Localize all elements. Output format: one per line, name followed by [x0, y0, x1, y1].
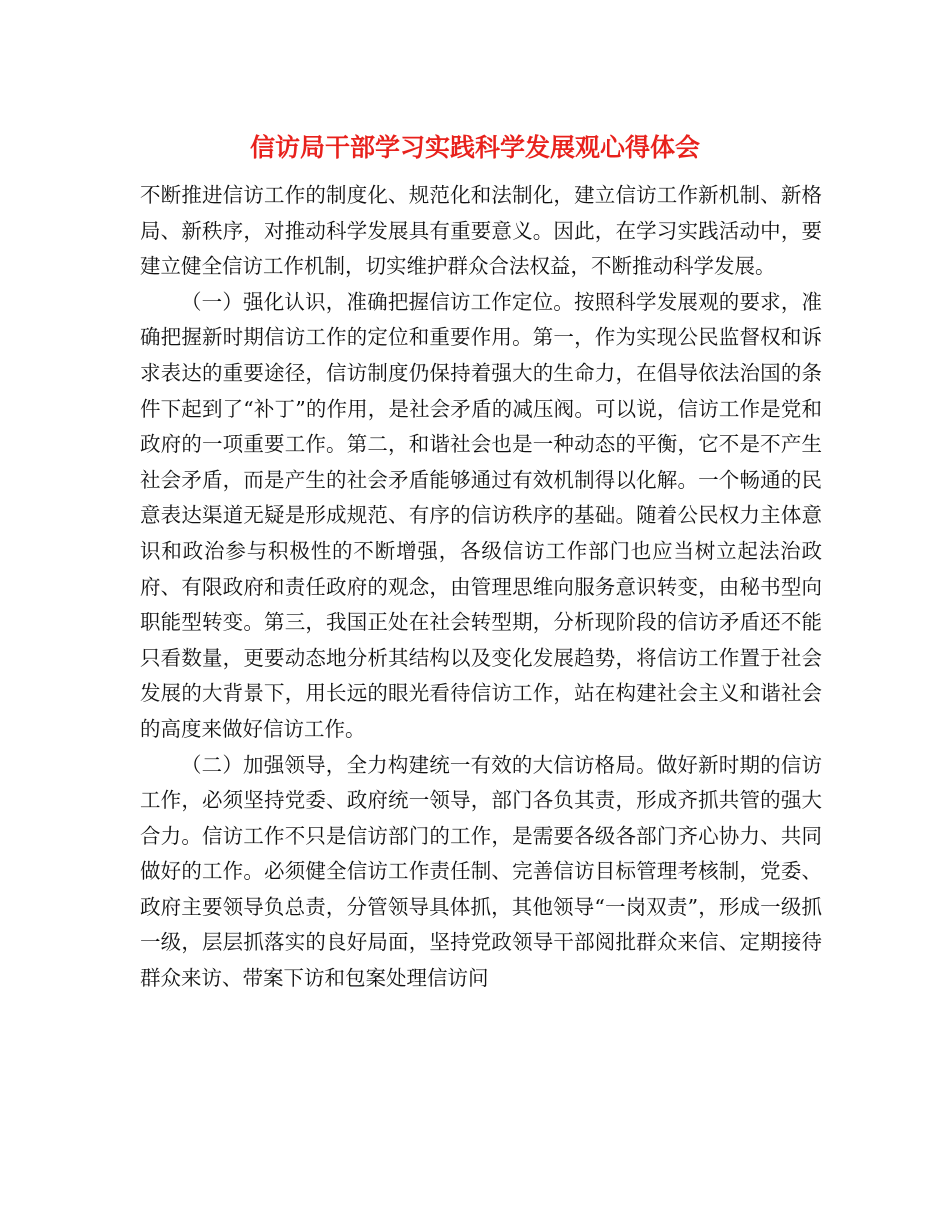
paragraph-intro: 不断推进信访工作的制度化、规范化和法制化，建立信访工作新机制、新格局、新秩序，对推动科学发展具有重要意义。因此，在学习实践活动中，要建立健全信访工作机制，切实维护群众合法权益，不断推动科学发展。 [140, 183, 822, 279]
document-title: 信访局干部学习实践科学发展观心得体会 [249, 133, 700, 162]
document-body [140, 178, 822, 997]
paragraph-section-2: （二）加强领导，全力构建统一有效的大信访格局。做好新时期的信访工作，必须坚持党委、政府统一领导，部门各负其责，形成齐抓共管的强大合力。信访工作不只是信访部门的工作，是需要各级各部门齐心协力、共同做好的工作。必须健全信访工作责任制、完善信访目标管理考核制，党委、政府主要领导负总责，分管领导具体抓，其他领导“一岗双责”，形成一级抓一级，层层抓落实的良好局面，坚持党政领导干部阅批群众来信、定期接待群众来访、带案下访和包案处理信访问 [140, 752, 822, 991]
paragraph-section-1: （一）强化认识，准确把握信访工作定位。按照科学发展观的要求，准确把握新时期信访工作的定位和重要作用。第一，作为实现公民监督权和诉求表达的重要途径，信访制度仍保持着强大的生命力，在倡导依法治国的条件下起到了“补丁”的作用，是社会矛盾的减压阀。可以说，信访工作是党和政府的一项重要工作。第二，和谐社会也是一种动态的平衡，它不是不产生社会矛盾，而是产生的社会矛盾能够通过有效机制得以化解。一个畅通的民意表达渠道无疑是形成规范、有序的信访秩序的基础。随着公民权力主体意识和政治参与积极性的不断增强，各级信访工作部门也应当树立起法治政府、有限政府和责任政府的观念，由管理思维向服务意识转变，由秘书型向职能型转变。第三，我国正处在社会转型期，分析现阶段的信访矛盾还不能只看数量，更要动态地分析其结构以及变化发展趋势，将信访工作置于社会发展的大背景下，用长远的眼光看待信访工作，站在构建社会主义和谐社会的高度来做好信访工作。 [140, 289, 822, 741]
